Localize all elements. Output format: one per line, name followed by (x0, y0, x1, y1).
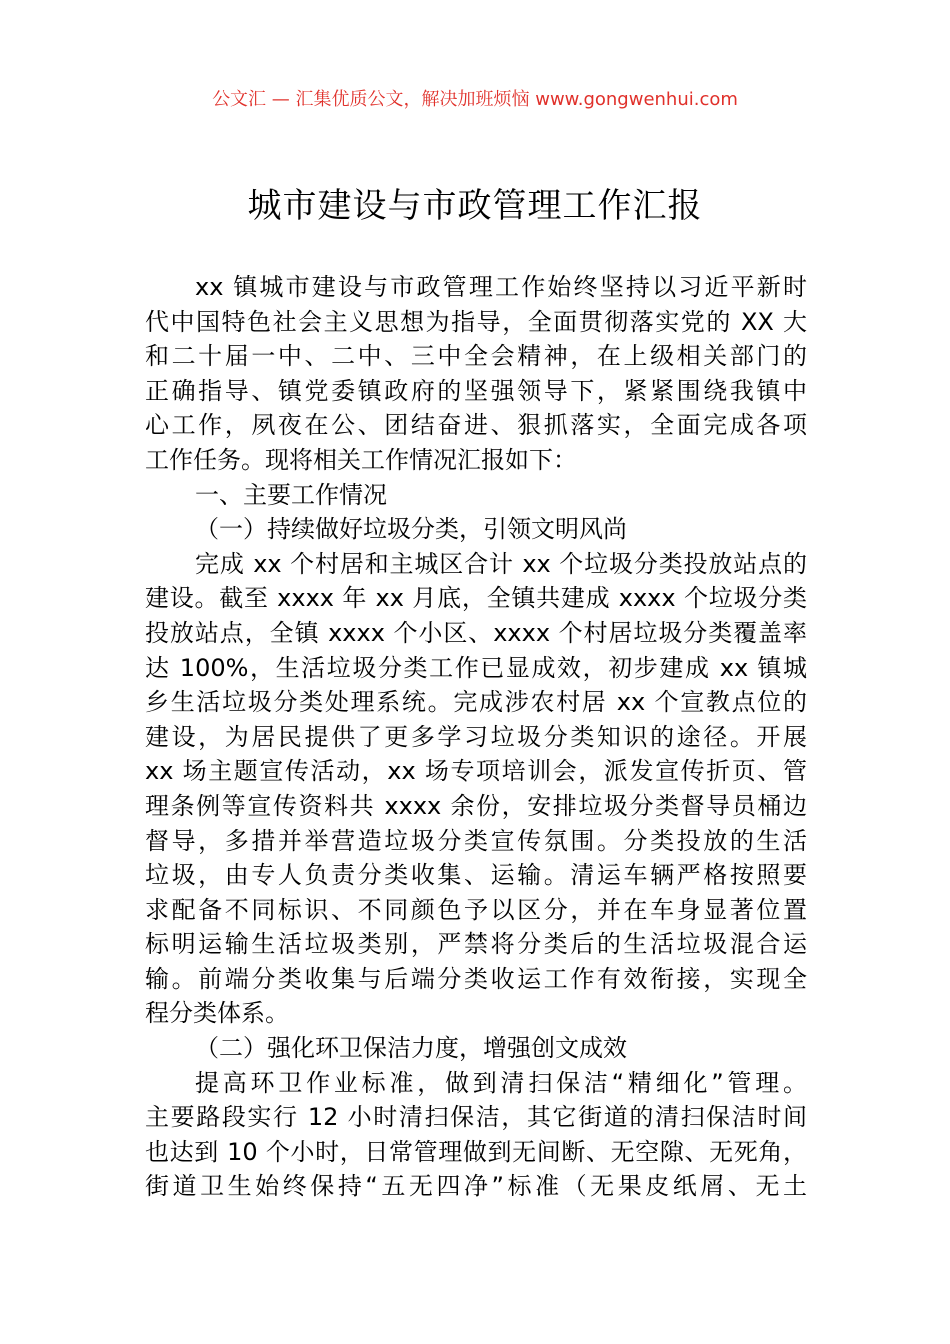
document-body (145, 270, 807, 1204)
text-line: 心工作，夙夜在公、团结奋进、狠抓落实，全面完成各项 (145, 411, 807, 440)
text-line: xx 镇城市建设与市政管理工作始终坚持以习近平新时 (195, 273, 807, 301)
text-line: 主要路段实行 12 小时清扫保洁，其它街道的清扫保洁时间 (145, 1103, 807, 1132)
text-line: 标明运输生活垃圾类别，严禁将分类后的生活垃圾混合运 (145, 930, 807, 959)
text-line: 垃圾，由专人负责分类收集、运输。清运车辆严格按照要 (145, 861, 807, 890)
text-line: 代中国特色社会主义思想为指导，全面贯彻落实党的 XX 大 (145, 307, 807, 336)
text-line: 投放站点，全镇 xxxx 个小区、xxxx 个村居垃圾分类覆盖率 (145, 618, 807, 647)
text-line: 输。前端分类收集与后端分类收运工作有效衔接，实现全 (145, 964, 807, 993)
text-line: 完成 xx 个村居和主城区合计 xx 个垃圾分类投放站点的 (195, 549, 807, 578)
text-line: 乡生活垃圾分类处理系统。完成涉农村居 xx 个宣教点位的 (145, 688, 807, 717)
text-line: 程分类体系。 (145, 999, 289, 1028)
paragraph (145, 1031, 807, 1066)
text-line: 街道卫生始终保持“五无四净”标准（无果皮纸屑、无土 (145, 1172, 807, 1201)
text-line: 提高环卫作业标准，做到清扫保洁“精细化”管理。 (195, 1068, 807, 1097)
document-title: 城市建设与市政管理工作汇报 (247, 186, 703, 226)
paragraph (145, 478, 807, 513)
paragraph (145, 512, 807, 547)
text-line: （一）持续做好垃圾分类，引领文明风尚 (195, 515, 627, 544)
text-line: 工作任务。现将相关工作情况汇报如下： (145, 445, 577, 474)
text-line: 建设，为居民提供了更多学习垃圾分类知识的途径。开展 (145, 722, 807, 751)
watermark-header: 公文汇 — 汇集优质公文，解决加班烦恼 www.gongwenhui.com (212, 89, 738, 110)
text-line: （二）强化环卫保洁力度，增强创文成效 (195, 1034, 627, 1063)
text-line: 一、主要工作情况 (195, 480, 387, 509)
paragraph (145, 547, 807, 1031)
text-line: xx 场主题宣传活动，xx 场专项培训会，派发宣传折页、管 (145, 757, 807, 786)
text-line: 求配备不同标识、不同颜色予以区分，并在车身显著位置 (145, 895, 807, 924)
text-line: 也达到 10 个小时，日常管理做到无间断、无空隙、无死角， (145, 1137, 807, 1166)
paragraph (145, 1066, 807, 1204)
text-line: 正确指导、镇党委镇政府的坚强领导下，紧紧围绕我镇中 (145, 376, 807, 405)
text-line: 和二十届一中、二中、三中全会精神，在上级相关部门的 (145, 342, 807, 371)
text-line: 理条例等宣传资料共 xxxx 余份，安排垃圾分类督导员桶边 (145, 791, 807, 820)
text-line: 建设。截至 xxxx 年 xx 月底，全镇共建成 xxxx 个垃圾分类 (145, 584, 807, 613)
text-line: 督导，多措并举营造垃圾分类宣传氛围。分类投放的生活 (145, 826, 807, 855)
text-line: 达 100%，生活垃圾分类工作已显成效，初步建成 xx 镇城 (145, 653, 807, 682)
paragraph (145, 270, 807, 478)
